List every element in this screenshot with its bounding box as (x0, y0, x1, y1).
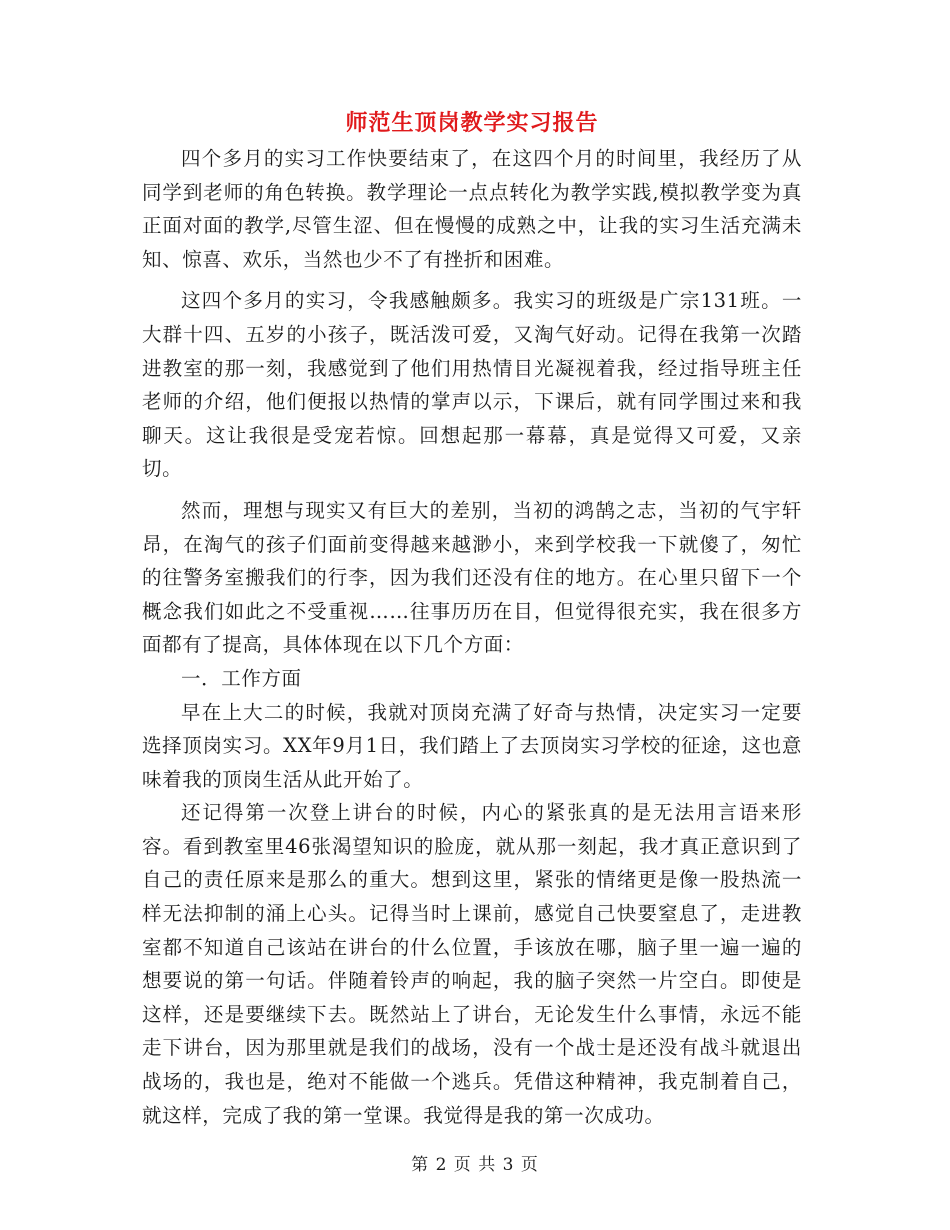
section-heading: 一．工作方面 (181, 666, 302, 690)
paragraph-2: 这四个多月的实习，令我感触颇多。我实习的班级是广宗131班。一大群十四、五岁的小孩子，既活泼可爱，又淘气好动。记得在我第一次踏进教室的那一刻，我感觉到了他们用热情目光凝视着我，经过指导班主任老师的介绍，他们便报以热情的掌声以示，下课后，就有同学围过来和我聊天。这让我很是受宠若惊。回想起那一幕幕，真是觉得又可爱，又亲切。 (142, 289, 802, 481)
document-title: 师范生顶岗教学实习报告 (345, 110, 599, 136)
page-footer: 第 2 页 共 3 页 (411, 1155, 539, 1175)
paragraph-4: 早在上大二的时候，我就对顶岗充满了好奇与热情，决定实习一定要选择顶岗实习。XX年9月1日，我们踏上了去顶岗实习学校的征途，这也意味着我的顶岗生活从此开始了。 (142, 700, 802, 791)
paragraph-3: 然而，理想与现实又有巨大的差别，当初的鸿鹄之志，当初的气宇轩昂，在淘气的孩子们面前变得越来越渺小，来到学校我一下就傻了，匆忙的往警务室搬我们的行李，因为我们还没有住的地方。在心里只留下一个概念我们如此之不受重视……往事历历在目，但觉得很充实，我在很多方面都有了提高，具体体现在以下几个方面： (142, 498, 802, 657)
document-page (142, 106, 802, 1132)
paragraph-1: 四个多月的实习工作快要结束了，在这四个月的时间里，我经历了从同学到老师的角色转换。教学理论一点点转化为教学实践,模拟教学变为真正面对面的教学,尽管生涩、但在慢慢的成熟之中，让我的实习生活充满未知、惊喜、欢乐，当然也少不了有挫折和困难。 (142, 147, 802, 271)
paragraph-5: 还记得第一次登上讲台的时候，内心的紧张真的是无法用言语来形容。看到教室里46张渴望知识的脸庞，就从那一刻起，我才真正意识到了自己的责任原来是那么的重大。想到这里，紧张的情绪更是像一股热流一样无法抑制的涌上心头。记得当时上课前，感觉自己快要窒息了，走进教室都不知道自己该站在讲台的什么位置，手该放在哪，脑子里一遍一遍的想要说的第一句话。伴随着铃声的响起，我的脑子突然一片空白。即使是这样，还是要继续下去。既然站上了讲台，无论发生什么事情，永远不能走下讲台，因为那里就是我们的战场，没有一个战士是还没有战斗就退出战场的，我也是，绝对不能做一个逃兵。凭借这种精神，我克制着自己，就这样，完成了我的第一堂课。我觉得是我的第一次成功。 (142, 801, 802, 1127)
